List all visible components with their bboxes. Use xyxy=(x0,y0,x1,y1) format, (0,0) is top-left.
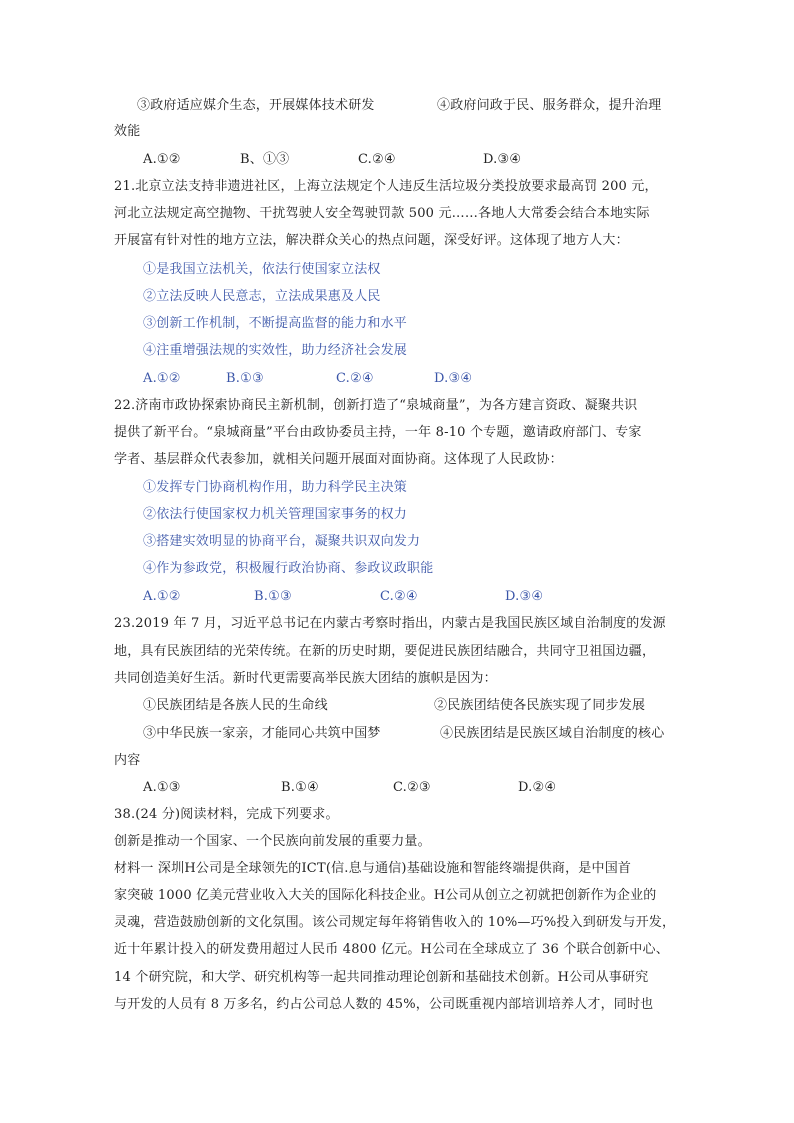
q38-material-line-3: 灵魂，营造鼓励创新的文化氛围。该公司规定每年将销售收入的 10%—巧%投入到研发与开发， xyxy=(114,915,676,930)
q20-item-4: ④政府问政于民、服务群众，提升治理 xyxy=(437,98,662,113)
q38-material-line-2: 家突破 1000 亿美元营业收入大关的国际化科技企业。H公司从创立之初就把创新作为企业的 xyxy=(114,888,657,903)
q22-item-4: ④作为参政党，积极履行政治协商、参政议政职能 xyxy=(143,561,434,576)
q21-choice-b: B.①③ xyxy=(226,371,264,386)
q21-stem-2: 河北立法规定高空抛物、干扰驾驶人安全驾驶罚款 500 元……各地人大常委会结合本地实际 xyxy=(114,206,650,221)
q22-choice-a: A.①② xyxy=(143,589,181,604)
q23-item-4: ④民族团结是民族区域自治制度的核心 xyxy=(440,726,665,741)
q21-stem-1: 21.北京立法支持非遗进社区，上海立法规定个人违反生活垃圾分类投放要求最高罚 200 元， xyxy=(114,179,658,194)
q23-choice-c: C.②③ xyxy=(393,780,431,795)
q23-choice-b: B.①④ xyxy=(281,780,319,795)
q20-choice-b: B、①③ xyxy=(240,152,290,167)
q23-item-2: ②民族团结使各民族实现了同步发展 xyxy=(434,698,646,713)
q23-choice-a: A.①③ xyxy=(143,780,181,795)
q22-stem-2: 提供了新平台。“泉城商量”平台由政协委员主持，一年 8-10 个专题，邀请政府部门、专家 xyxy=(114,425,642,440)
q22-choice-d: D.③④ xyxy=(505,589,544,604)
q21-item-1: ①是我国立法机关，依法行使国家立法权 xyxy=(143,262,381,277)
q22-item-3: ③搭建实效明显的协商平台，凝聚共识双向发力 xyxy=(143,534,421,549)
q20-choice-d: D.③④ xyxy=(483,152,522,167)
q20-item-3: ③政府适应媒介生态，开展媒体技术研发 xyxy=(137,98,375,113)
q20-item-4-cont: 效能 xyxy=(114,124,141,139)
q21-item-3: ③创新工作机制，不断提高监督的能力和水平 xyxy=(143,316,408,331)
q38-title: 38.(24 分)阅读材料，完成下列要求。 xyxy=(114,807,339,822)
q38-material-line-6: 与开发的人员有 8 万多名，约占公司总人数的 45%，公司既重视内部培训培养人才，同时也 xyxy=(114,997,654,1012)
q38-material-line-1: 材料一 深圳H公司是全球领先的ICT(信.息与通信)基础设施和智能终端提供商，是中国首 xyxy=(114,861,632,876)
q21-item-4: ④注重增强法规的实效性，助力经济社会发展 xyxy=(143,343,408,358)
q23-stem-1: 23.2019 年 7 月，习近平总书记在内蒙古考察时指出，内蒙古是我国民族区域自治制度的发源 xyxy=(114,616,666,631)
q23-item-3: ③中华民族一家亲，才能同心共筑中国梦 xyxy=(143,726,381,741)
q20-choice-c: C.②④ xyxy=(358,152,396,167)
q22-choice-b: B.①③ xyxy=(254,589,292,604)
q23-stem-2: 地，具有民族团结的光荣传统。在新的历史时期，要促进民族团结融合，共同守卫祖国边疆， xyxy=(114,644,656,659)
q38-material-line-4: 近十年累计投入的研发费用超过人民币 4800 亿元。H公司在全球成立了 36 个联合创新中心、 xyxy=(114,942,669,957)
q23-stem-3: 共同创造美好生活。新时代更需要高举民族大团结的旗帜是因为： xyxy=(114,671,497,686)
q20-choice-a: A.①② xyxy=(143,152,181,167)
q38-intro: 创新是推动一个国家、一个民族向前发展的重要力量。 xyxy=(114,834,431,849)
q23-item-1: ①民族团结是各族人民的生命线 xyxy=(143,698,328,713)
q21-choice-a: A.①② xyxy=(143,371,181,386)
q22-item-1: ①发挥专门协商机构作用，助力科学民主决策 xyxy=(143,480,408,495)
q21-choice-d: D.③④ xyxy=(434,371,473,386)
q22-stem-3: 学者、基层群众代表参加，就相关问题开展面对面协商。这体现了人民政协： xyxy=(114,452,563,467)
q23-choice-d: D.②④ xyxy=(518,780,557,795)
q21-choice-c: C.②④ xyxy=(336,371,374,386)
q21-stem-3: 开展富有针对性的地方立法，解决群众关心的热点问题，深受好评。这体现了地方人大： xyxy=(114,233,629,248)
q23-item-4-cont: 内容 xyxy=(114,753,141,768)
q22-choice-c: C.②④ xyxy=(380,589,418,604)
q38-material-line-5: 14 个研究院，和大学、研究机构等一起共同推动理论创新和基础技术创新。H公司从事研究 xyxy=(114,970,649,985)
q22-stem-1: 22.济南市政协探索协商民主新机制，创新打造了“泉城商量”，为各方建言资政、凝聚共识 xyxy=(114,398,638,413)
q21-item-2: ②立法反映人民意志，立法成果惠及人民 xyxy=(143,289,381,304)
q22-item-2: ②依法行使国家权力机关管理国家事务的权力 xyxy=(143,507,408,522)
